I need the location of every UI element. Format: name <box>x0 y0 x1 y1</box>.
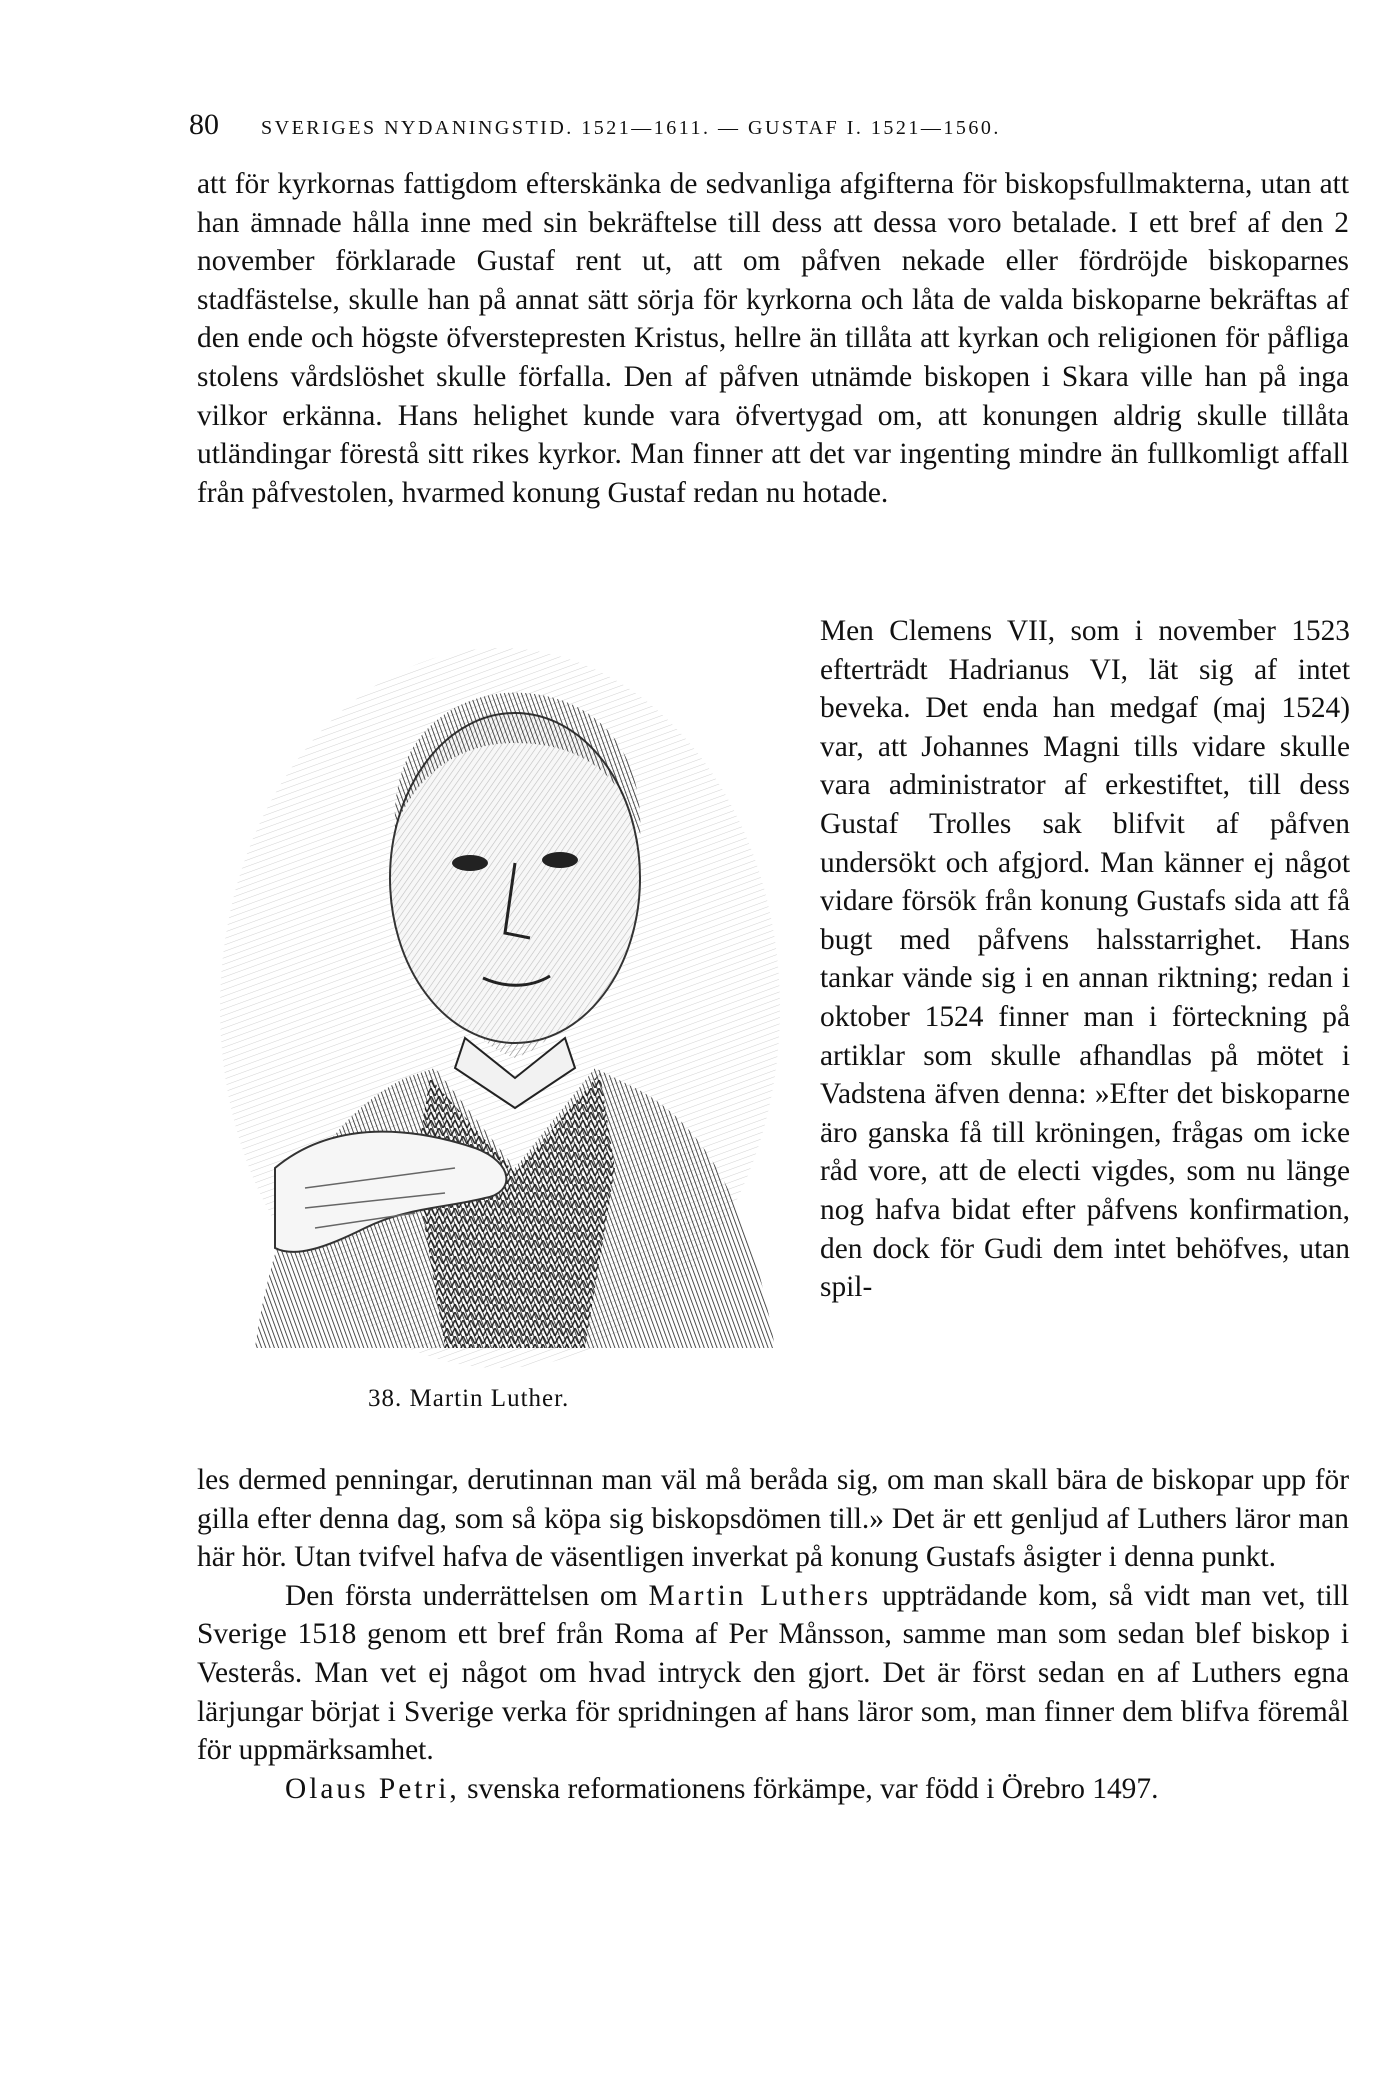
paragraph-top <box>197 165 1349 512</box>
paragraph-rest: uppträdande kom, så vidt man vet, till Sverige 1518 genom ett bref från Roma af Per Månsson, samme man som sedan blef biskop i Vesterås. Man vet ej något om hvad intryck den gjort. Det är först sedan en af Luthers egna lärjungar börjat i Sverige verka för spridningen af hans läror som, man finner dem blifva föremål för uppmärksamhet. <box>197 1579 1350 1767</box>
name-martin-luthers: Martin Luthers <box>648 1579 872 1612</box>
portrait-engraving <box>215 648 785 1378</box>
paragraph-wrap-column <box>820 612 1350 1307</box>
paragraph-olaus-petri <box>197 1770 1349 1809</box>
paragraph-rest: svenska reformationens förkämpe, var född i Örebro 1497. <box>467 1772 1159 1805</box>
paragraph-luther <box>197 1577 1349 1770</box>
portrait-illustration <box>215 648 785 1378</box>
paragraph-bottom <box>197 1461 1349 1808</box>
paragraph-text: Men Clemens VII, som i november 1523 efterträdt Hadrianus VI, lät sig af intet beveka. Det enda han medgaf (maj 1524) var, att Johannes Magni tills vidare skulle vara administrator af erkestiftet, till dess Gustaf Trolles sak blifvit af påfven undersökt och afgjord. Man känner ej något vidare försök från konung Gustafs sida att få bugt med påfvens halsstarrighet. Hans tankar vände sig i en annan riktning; redan i oktober 1524 finner man i förteckning på artiklar som skulle afhandlas på mötet i Vadstena äfven denna: »Efter det biskoparne äro ganska få till kröningen, frågas om icke råd vore, att de electi vigdes, som nu länge nog hafva bidat efter påfvens konfirmation, den dock för Gudi dem intet behöfves, utan spil- <box>820 615 1350 1304</box>
paragraph-continuation: les dermed penningar, derutinnan man väl må beråda sig, om man skall bära de biskopar upp för gilla efter denna dag, som så köpa sig biskopsdömen till.» Det är ett genljud af Luthers läror man här hör. Utan tvifvel hafva de väsentligen inverkat på konung Gustafs åsigter i denna punkt. <box>197 1464 1349 1574</box>
page-number: 80 <box>189 108 219 141</box>
running-header <box>189 108 1279 142</box>
name-olaus-petri: Olaus Petri, <box>285 1772 460 1805</box>
running-head-title: SVERIGES NYDANINGSTID. 1521—1611. — GUSTAF I. 1521—1560. <box>261 117 1001 139</box>
figure-caption: 38. Martin Luther. <box>368 1385 570 1412</box>
paragraph-text: att för kyrkornas fattigdom efterskänka de sedvanliga afgifterna för biskopsfullmakterna, utan att han ämnade hålla inne med sin bekräftelse till dess att dessa voro betalade. I ett bref af den 2 november förklarade Gustaf rent ut, att om påfven nekade eller fördröjde biskoparnes stadfästelse, skulle han på annat sätt sörja för kyrkorna och låta de valda biskoparne bekräftas af den ende och högste öfverstepresten Kristus, hellre än tillåta att kyrkan och religionen för påfliga stolens vårdslöshet skulle förfalla. Den af påfven utnämde biskopen i Skara ville han på inga vilkor erkänna. Hans helighet kunde vara öfvertygad om, att konungen aldrig skulle tillåta utländingar förestå sitt rikes kyrkor. Man finner att det var ingenting mindre än fullkomligt affall från påfvestolen, hvarmed konung Gustaf redan nu hotade. <box>197 168 1349 509</box>
paragraph-lead: Den första underrättelsen om <box>285 1579 638 1612</box>
